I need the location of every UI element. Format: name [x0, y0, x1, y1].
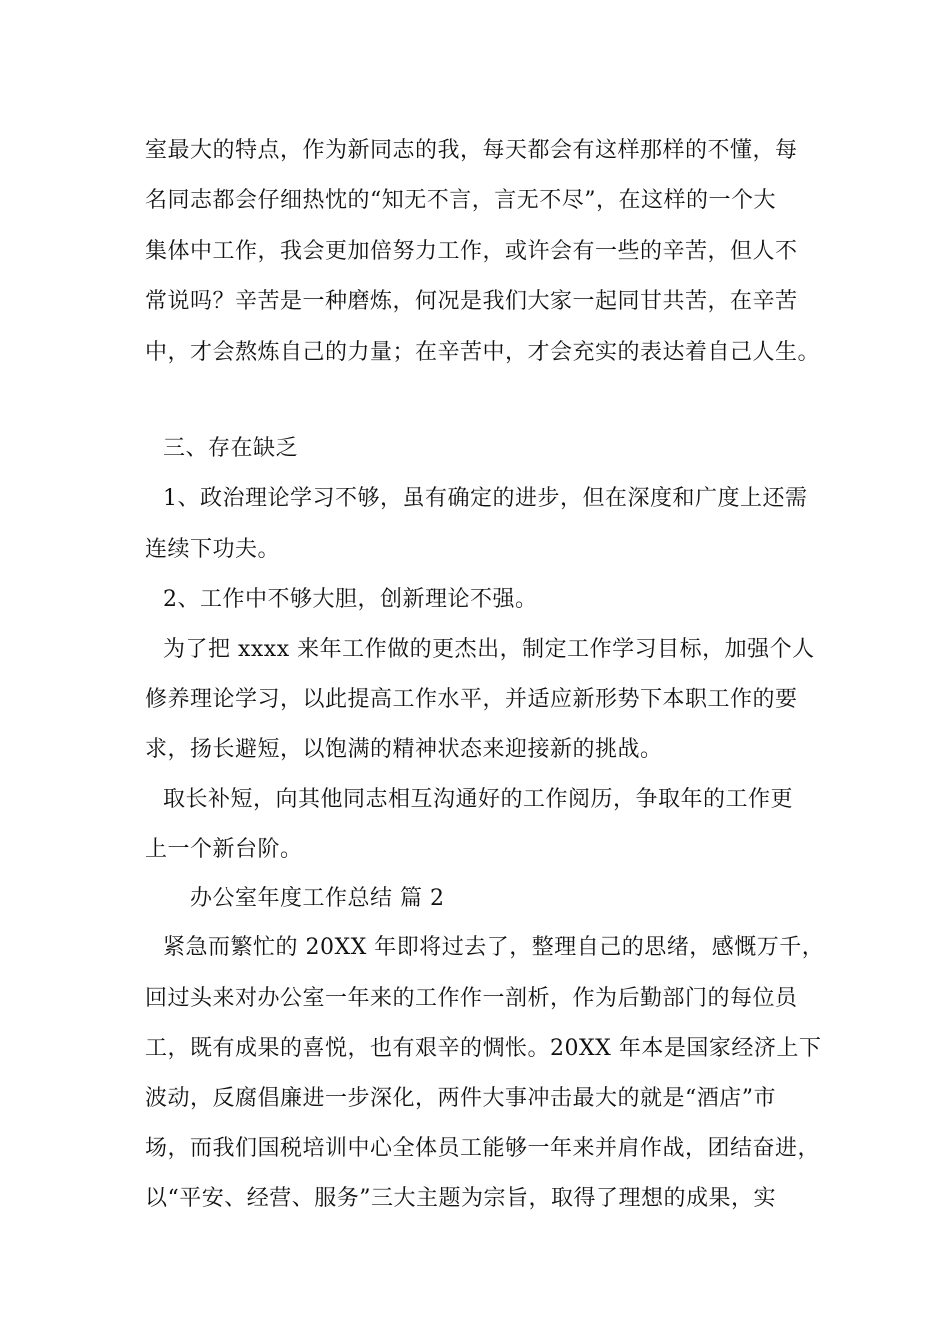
paragraph-line: 工，既有成果的喜悦，也有艰辛的惆怅。20XX 年本是国家经济上下: [145, 1036, 822, 1061]
section-heading: 三、存在缺乏: [163, 436, 299, 461]
paragraph-line: 集体中工作，我会更加倍努力工作，或许会有一些的辛苦，但人不: [145, 239, 798, 264]
list-item: 1、政治理论学习不够，虽有确定的进步，但在深度和广度上还需: [163, 486, 808, 511]
paragraph-line: 波动，反腐倡廉进一步深化，两件大事冲击最大的就是“酒店”市: [145, 1086, 776, 1111]
paragraph-line: 上一个新台阶。: [145, 837, 303, 862]
paragraph-line: 求，扬长避短，以饱满的精神状态来迎接新的挑战。: [145, 737, 663, 762]
paragraph-line: 中，才会熬炼自己的力量；在辛苦中，才会充实的表达着自己人生。: [145, 340, 821, 365]
paragraph-line: 修养理论学习，以此提高工作水平，并适应新形势下本职工作的要: [145, 687, 798, 712]
paragraph-line: 场，而我们国税培训中心全体员工能够一年来并肩作战，团结奋进，: [145, 1136, 821, 1161]
list-item: 2、工作中不够大胆，创新理论不强。: [163, 587, 538, 612]
paragraph-line: 常说吗？辛苦是一种磨炼，何况是我们大家一起同甘共苦，在辛苦: [145, 289, 798, 314]
paragraph-line: 以“平安、经营、服务”三大主题为宗旨，取得了理想的成果，实: [145, 1186, 776, 1211]
paragraph-line: 回过头来对办公室一年来的工作作一剖析，作为后勤部门的每位员: [145, 986, 798, 1011]
paragraph-line: 为了把 xxxx 来年工作做的更杰出，制定工作学习目标，加强个人: [163, 637, 815, 662]
paragraph-line: 室最大的特点，作为新同志的我，每天都会有这样那样的不懂，每: [145, 138, 798, 163]
paragraph-line: 名同志都会仔细热忱的“知无不言，言无不尽”，在这样的一个大: [145, 188, 776, 213]
section-title: 办公室年度工作总结 篇 2: [190, 886, 445, 911]
paragraph-line: 紧急而繁忙的 20XX 年即将过去了，整理自己的思绪，感慨万千，: [163, 935, 825, 960]
paragraph-line: 连续下功夫。: [145, 537, 281, 562]
paragraph-line: 取长补短，向其他同志相互沟通好的工作阅历，争取年的工作更: [163, 787, 794, 812]
